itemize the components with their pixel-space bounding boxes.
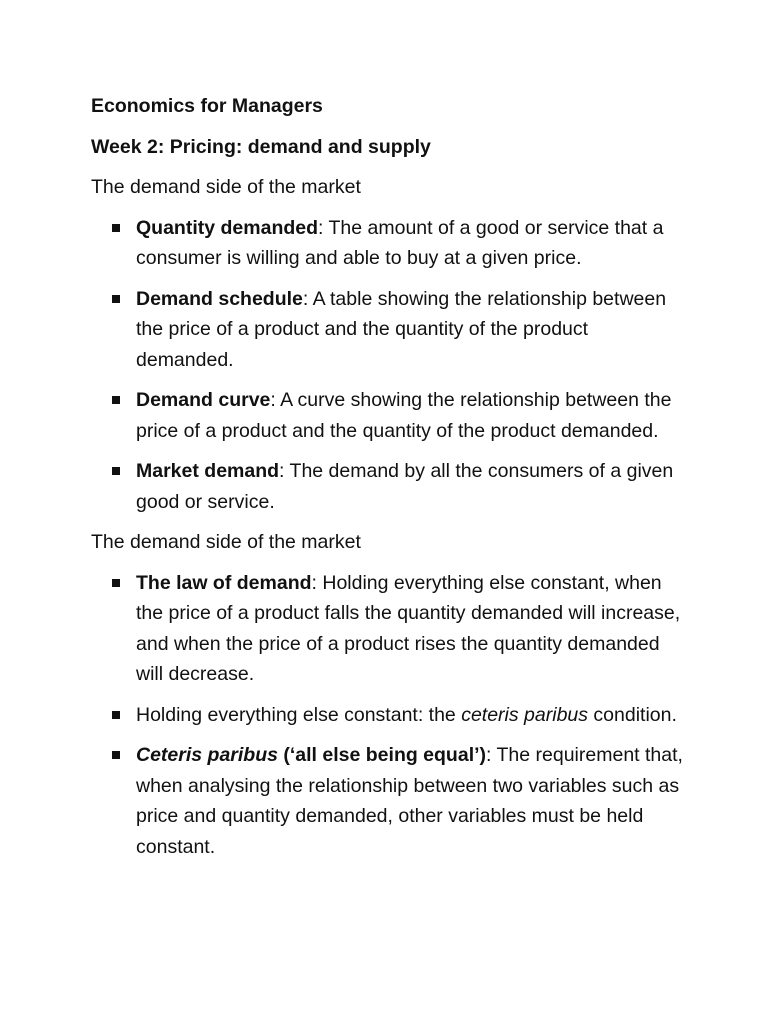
document-page bbox=[91, 91, 691, 872]
definition-term-gloss: (‘all else being equal’) bbox=[277, 744, 487, 766]
italic-phrase: ceteris paribus bbox=[461, 703, 589, 726]
document-subtitle: Week 2: Pricing: demand and supply bbox=[91, 135, 431, 158]
definition-text: : The requirement that, when analysing the relationship between two variables such as price and quantity demanded, other variables must be held constant. bbox=[136, 744, 683, 858]
definition-term: Demand schedule bbox=[136, 287, 303, 310]
definition-term: Ceteris paribus bbox=[136, 744, 278, 766]
definition-text: : A curve showing the relationship between the price of a product and the quantity of the product demanded. bbox=[136, 389, 672, 442]
square-bullet-icon bbox=[112, 396, 120, 404]
square-bullet-icon bbox=[112, 751, 120, 759]
list-item bbox=[91, 700, 691, 731]
square-bullet-icon bbox=[112, 579, 120, 587]
definition-term: Quantity demanded bbox=[136, 216, 319, 239]
list-item bbox=[91, 740, 691, 862]
list-item bbox=[91, 568, 691, 690]
list-item bbox=[91, 456, 691, 517]
bullet-list bbox=[91, 568, 691, 863]
list-item bbox=[91, 284, 691, 376]
square-bullet-icon bbox=[112, 224, 120, 232]
definition-text: : The demand by all the consumers of a given good or service. bbox=[136, 460, 674, 513]
item-text: Holding everything else constant: the bbox=[136, 703, 462, 726]
definition-text: : Holding everything else constant, when the price of a product falls the quantity demanded will increase, and when the price of a product rises the quantity demanded will decrease. bbox=[136, 571, 681, 685]
section-heading: The demand side of the market bbox=[91, 176, 361, 198]
square-bullet-icon bbox=[112, 467, 120, 475]
document-title: Economics for Managers bbox=[91, 95, 323, 117]
definition-term: Market demand bbox=[136, 460, 280, 482]
section-heading: The demand side of the market bbox=[91, 531, 361, 553]
definition-text: : The amount of a good or service that a consumer is willing and able to buy at a given price. bbox=[136, 216, 664, 269]
list-item bbox=[91, 213, 691, 274]
item-text: condition. bbox=[588, 703, 677, 726]
square-bullet-icon bbox=[112, 711, 120, 719]
definition-text: : A table showing the relationship between the price of a product and the quantity of the product demanded. bbox=[136, 287, 667, 371]
square-bullet-icon bbox=[112, 295, 120, 303]
definition-term: Demand curve bbox=[136, 389, 271, 411]
definition-term: The law of demand bbox=[136, 571, 312, 594]
bullet-list bbox=[91, 213, 691, 518]
list-item bbox=[91, 385, 691, 446]
